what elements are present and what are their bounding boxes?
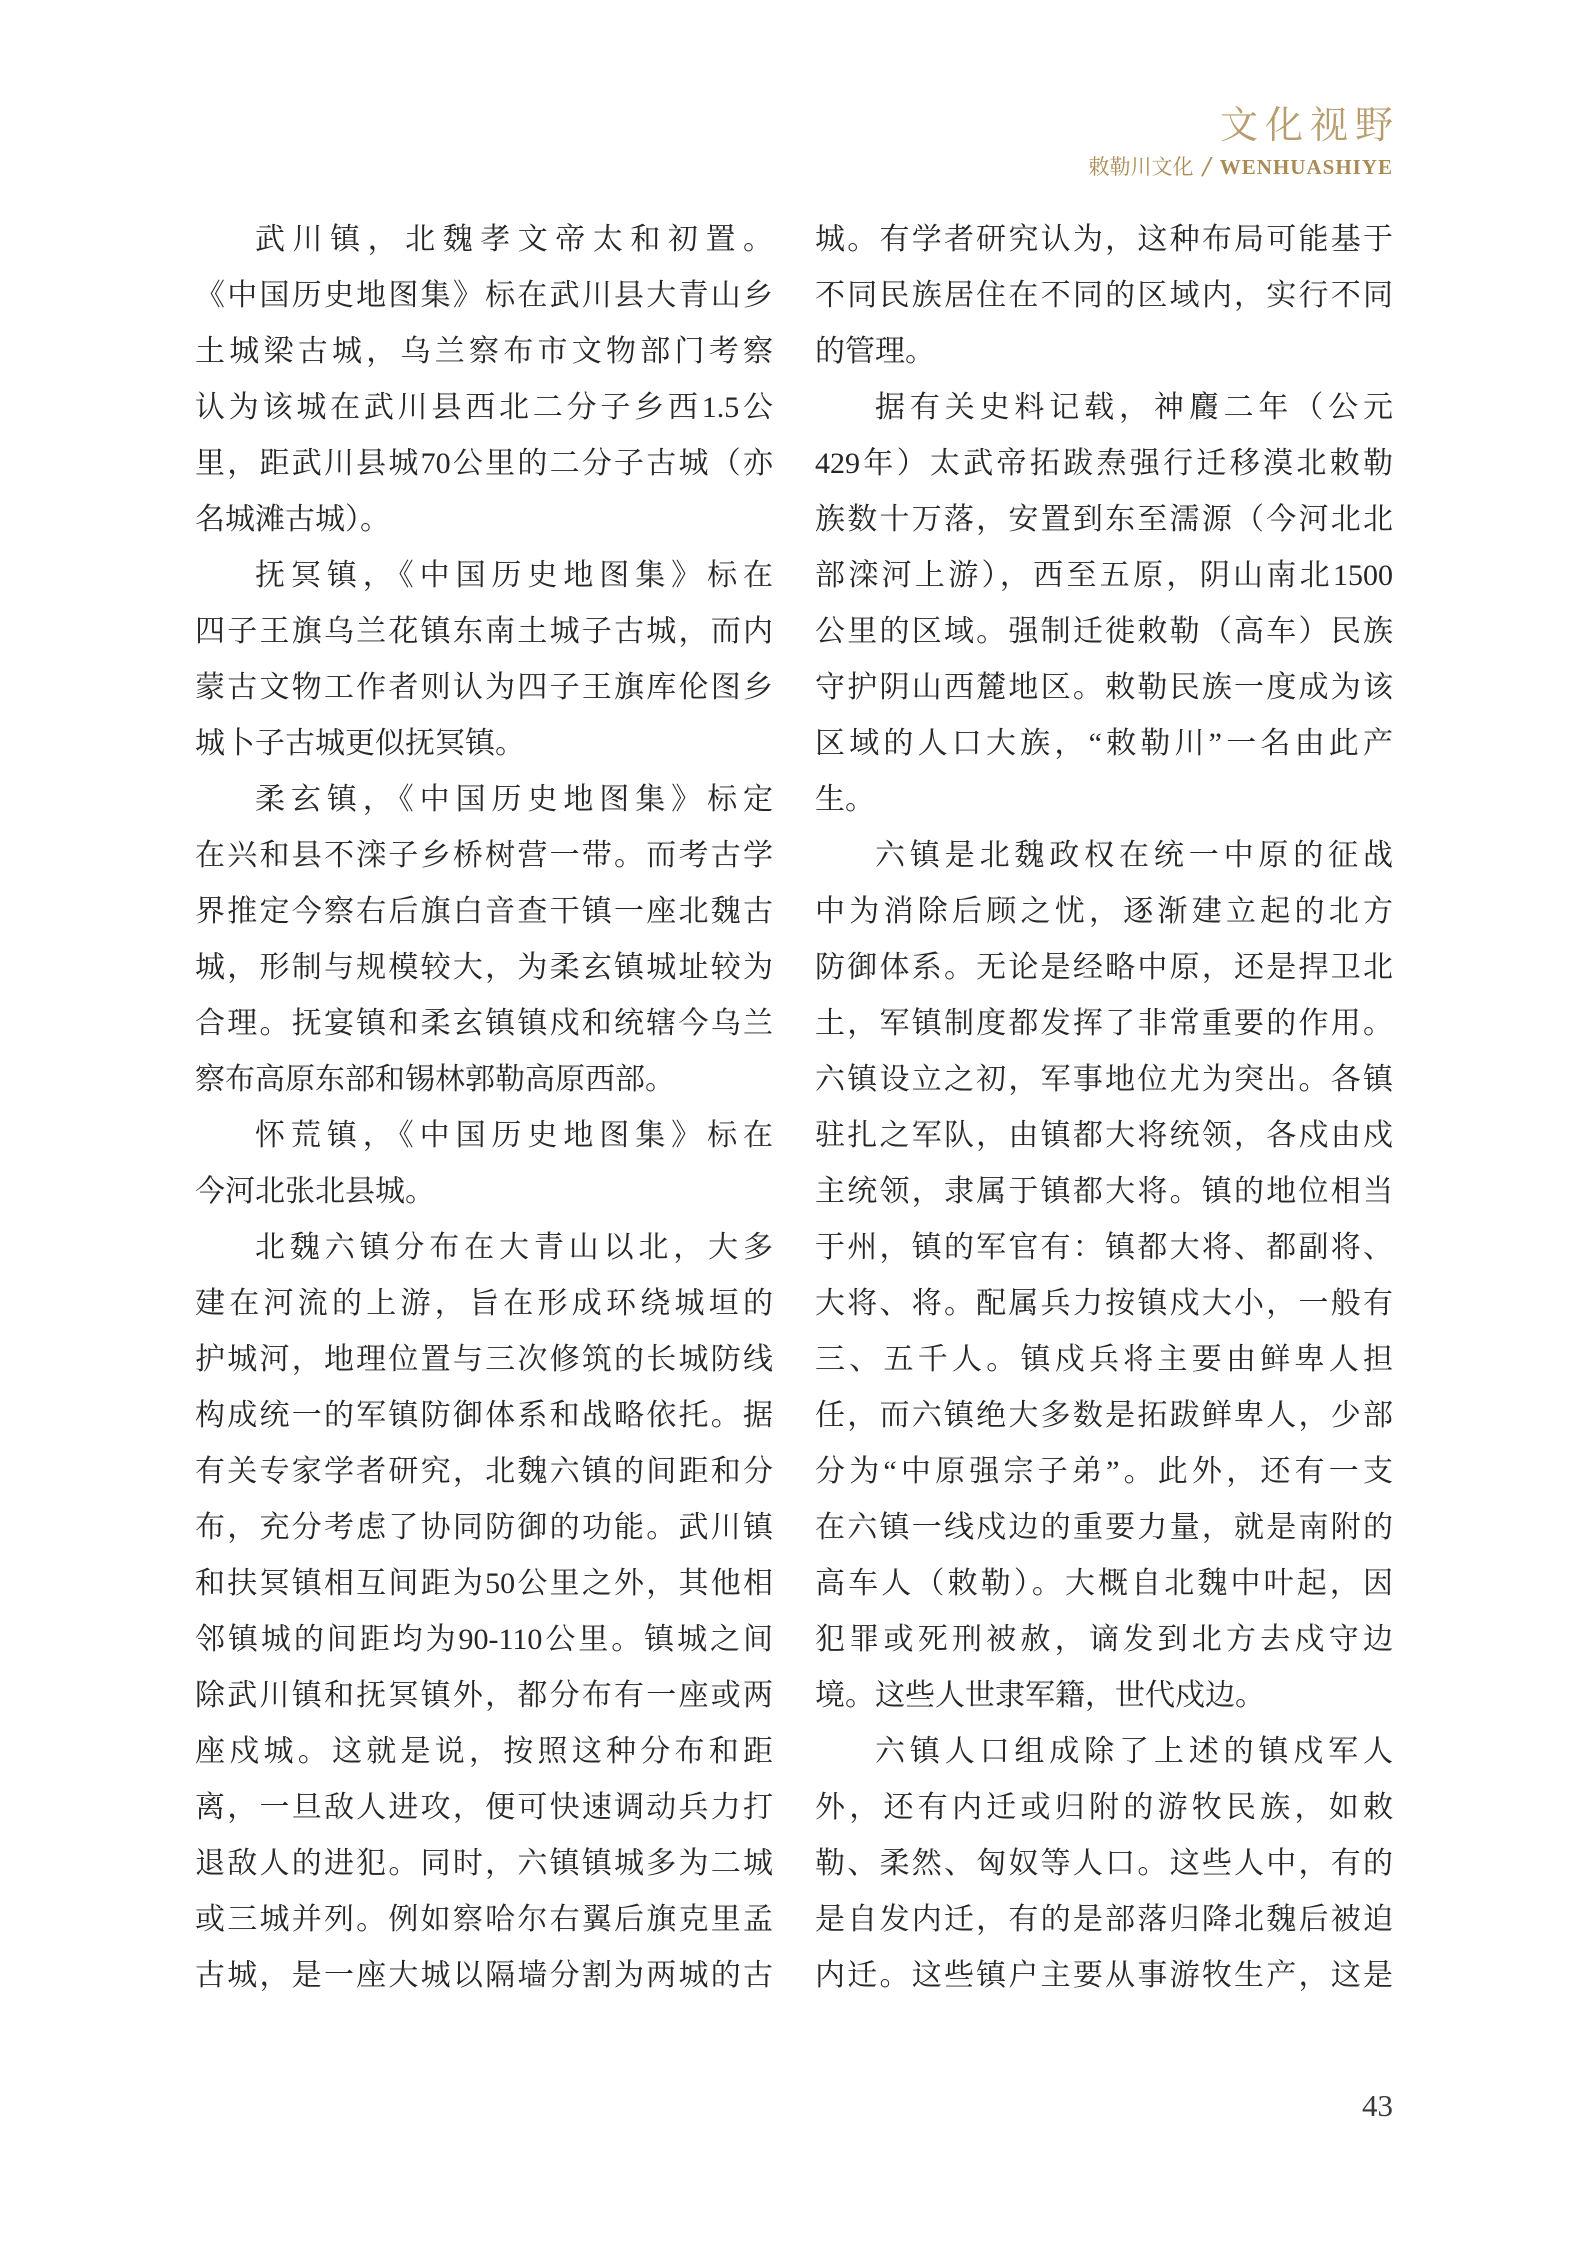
- text-line: 四子王旗乌兰花镇东南土城子古城，而内: [195, 615, 773, 648]
- text-line: 分为“中原强宗子弟”。此外，还有一支: [815, 1455, 1393, 1488]
- text-line: 是自发内迁，有的是部落归降北魏后被迫: [815, 1903, 1393, 1936]
- text-line: 邻镇城的间距均为90-110公里。镇城之间: [195, 1623, 773, 1656]
- text-line: 于州，镇的军官有：镇都大将、都副将、: [815, 1231, 1393, 1264]
- text-line: 区域的人口大族，“敕勒川”一名由此产: [815, 727, 1393, 760]
- text-line: 抚冥镇，《中国历史地图集》标在: [255, 559, 773, 592]
- text-line: 有关专家学者研究，北魏六镇的间距和分: [195, 1455, 773, 1488]
- text-line: 不同民族居住在不同的区域内，实行不同: [815, 279, 1393, 312]
- text-line: 布，充分考虑了协同防御的功能。武川镇: [195, 1511, 773, 1544]
- text-line: 和扶冥镇相互间距为50公里之外，其他相: [195, 1567, 773, 1600]
- text-line: 三、五千人。镇戍兵将主要由鲜卑人担: [815, 1343, 1393, 1376]
- text-line: 护城河，地理位置与三次修筑的长城防线: [195, 1343, 773, 1376]
- text-line: 族数十万落，安置到东至濡源（今河北北: [815, 503, 1393, 536]
- text-line: 离，一旦敌人进攻，便可快速调动兵力打: [195, 1791, 773, 1824]
- text-line: 退敌人的进犯。同时，六镇镇城多为二城: [195, 1847, 773, 1880]
- text-line: 城。有学者研究认为，这种布局可能基于: [815, 223, 1393, 256]
- text-line: 公里的区域。强制迁徙敕勒（高车）民族: [815, 615, 1393, 648]
- text-line: 生。: [815, 783, 875, 816]
- text-line: 或三城并列。例如察哈尔右翼后旗克里孟: [195, 1903, 773, 1936]
- subtitle-chinese: 敕勒川文化: [1088, 155, 1194, 179]
- text-line: 内迁。这些镇户主要从事游牧生产，这是: [815, 1959, 1393, 1992]
- text-line: 守护阴山西麓地区。敕勒民族一度成为该: [815, 671, 1393, 704]
- text-line: 防御体系。无论是经略中原，还是捍卫北: [815, 951, 1393, 984]
- text-line: 主统领，隶属于镇都大将。镇的地位相当: [815, 1175, 1393, 1208]
- text-line: 土城梁古城，乌兰察布市文物部门考察: [195, 335, 773, 368]
- text-line: 认为该城在武川县西北二分子乡西1.5公: [195, 391, 773, 424]
- text-line: 怀荒镇，《中国历史地图集》标在: [255, 1119, 773, 1152]
- text-line: 高车人（敕勒）。大概自北魏中叶起，因: [815, 1567, 1393, 1600]
- text-line: 构成统一的军镇防御体系和战略依托。据: [195, 1399, 773, 1432]
- article-body: [195, 212, 1393, 2004]
- text-line: 蒙古文物工作者则认为四子王旗库伦图乡: [195, 671, 773, 704]
- text-line: 武川镇，北魏孝文帝太和初置。: [255, 223, 773, 256]
- text-line: 古城，是一座大城以隔墙分割为两城的古: [195, 1959, 773, 1992]
- text-line: 建在河流的上游，旨在形成环绕城垣的: [195, 1287, 773, 1320]
- text-line: 六镇是北魏政权在统一中原的征战: [875, 839, 1393, 872]
- text-line: 429年）太武帝拓跋焘强行迁移漠北敕勒: [815, 447, 1393, 480]
- text-line: 察布高原东部和锡林郭勒高原西部。: [195, 1063, 675, 1096]
- text-line: 任，而六镇绝大多数是拓跋鲜卑人，少部: [815, 1399, 1393, 1432]
- text-line: 《中国历史地图集》标在武川县大青山乡: [195, 279, 773, 312]
- text-line: 界推定今察右后旗白音查干镇一座北魏古: [195, 895, 773, 928]
- section-title: 文化视野: [1219, 105, 1400, 147]
- text-line: 勒、柔然、匈奴等人口。这些人中，有的: [815, 1847, 1393, 1880]
- text-line: 除武川镇和抚冥镇外，都分布有一座或两: [195, 1679, 773, 1712]
- text-line: 今河北张北县城。: [195, 1175, 435, 1208]
- page-header: [1088, 102, 1400, 183]
- text-line: 合理。抚宴镇和柔玄镇镇戍和统辖今乌兰: [195, 1007, 773, 1040]
- subtitle-pinyin: WENHUASHIYE: [1219, 155, 1393, 179]
- text-line: 城卜子古城更似抚冥镇。: [195, 727, 525, 760]
- text-line: 在兴和县不滦子乡桥树营一带。而考古学: [195, 839, 773, 872]
- text-line: 境。这些人世隶军籍，世代戍边。: [815, 1679, 1265, 1712]
- text-line: 大将、将。配属兵力按镇戍大小，一般有: [815, 1287, 1393, 1320]
- text-line: 座戍城。这就是说，按照这种分布和距: [195, 1735, 773, 1768]
- text-line: 在六镇一线戍边的重要力量，就是南附的: [815, 1511, 1393, 1544]
- text-line: 部滦河上游），西至五原，阴山南北1500: [815, 559, 1393, 592]
- text-line: 的管理。: [815, 335, 935, 368]
- slash-divider-icon: /: [1202, 152, 1211, 183]
- text-line: 土，军镇制度都发挥了非常重要的作用。: [815, 1007, 1393, 1040]
- text-line: 犯罪或死刑被赦，谪发到北方去戍守边: [815, 1623, 1393, 1656]
- text-line: 柔玄镇，《中国历史地图集》标定: [255, 783, 773, 816]
- text-line: 六镇设立之初，军事地位尤为突出。各镇: [815, 1063, 1393, 1096]
- text-line: 里，距武川县城70公里的二分子古城（亦: [195, 447, 773, 480]
- text-line: 中为消除后顾之忧，逐渐建立起的北方: [815, 895, 1393, 928]
- text-line: 城，形制与规模较大，为柔玄镇城址较为: [195, 951, 773, 984]
- text-line: 驻扎之军队，由镇都大将统领，各戍由戍: [815, 1119, 1393, 1152]
- text-line: 据有关史料记载，神麚二年（公元: [875, 391, 1393, 424]
- column-right: [815, 212, 1393, 2004]
- text-line: 北魏六镇分布在大青山以北，大多: [255, 1231, 773, 1264]
- text-line: 外，还有内迁或归附的游牧民族，如敕: [815, 1791, 1393, 1824]
- text-line: 名城滩古城）。: [195, 503, 390, 536]
- section-subtitle: [1089, 154, 1393, 181]
- column-left: [195, 212, 773, 2004]
- text-line: 六镇人口组成除了上述的镇戍军人: [875, 1735, 1393, 1768]
- page-number: 43: [1362, 2088, 1393, 2123]
